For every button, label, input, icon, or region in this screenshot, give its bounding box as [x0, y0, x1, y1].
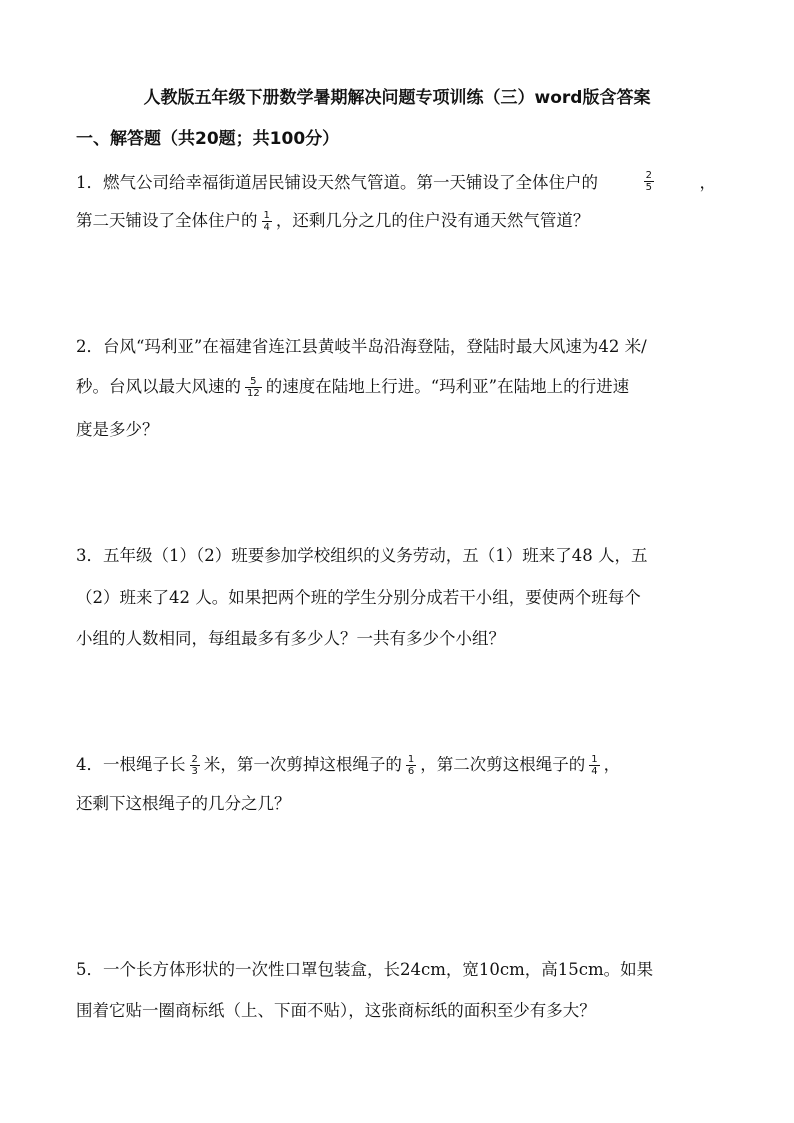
fraction-2-3: $\frac{2}{3}$ [191, 754, 198, 777]
question-2-line-3 [76, 417, 716, 443]
q4-text-e: 还剩下这根绳子的几分之几？ [76, 794, 291, 813]
q1-text-a: 1．燃气公司给幸福街道居民铺设天然气管道。第一天铺设了全体住户的 [76, 173, 598, 192]
q1-text-d: ，还剩几分之几的住户没有通天然气管道？ [275, 211, 590, 230]
question-1-line-2 [76, 208, 716, 234]
q2-text-a: 2．台风“玛利亚”在福建省连江县黄岐半岛沿海登陆，登陆时最大风速为42 米/ [76, 337, 647, 356]
question-5-line-1 [76, 957, 716, 983]
question-4-line-1 [76, 752, 716, 778]
q4-text-a: 4．一根绳子长 [76, 755, 186, 774]
q5-text-a: 5．一个长方体形状的一次性口罩包装盒，长24cm，宽10cm，高15cm。如果 [76, 960, 654, 979]
q3-text-c: 小组的人数相同，每组最多有多少人？一共有多少个小组？ [76, 629, 505, 648]
q1-text-c: 第二天铺设了全体住户的 [76, 211, 258, 230]
q2-text-c: 的速度在陆地上行进。“玛利亚”在陆地上的行进速 [265, 377, 630, 396]
q3-text-a: 3．五年级（1）（2）班要参加学校组织的义务劳动，五（1）班来了48 人，五 [76, 546, 648, 565]
question-3-line-3 [76, 626, 716, 652]
q2-text-d: 度是多少？ [76, 420, 159, 439]
question-2-line-2 [76, 374, 716, 400]
question-3-line-1 [76, 543, 716, 569]
question-1-line-1 [76, 170, 716, 196]
fraction-1-6: $\frac{1}{6}$ [407, 754, 415, 777]
q3-text-b: （2）班来了42 人。如果把两个班的学生分别分成若干小组，要使两个班每个 [76, 588, 641, 607]
section-heading: 一、解答题（共20题；共100分） [76, 129, 340, 149]
q4-text-c: ，第二次剪这根绳子的 [420, 755, 586, 774]
q4-text-b: 米，第一次剪掉这根绳子的 [203, 755, 402, 774]
fraction-2-5: $\frac{2}{5}$ [645, 170, 652, 193]
document-title: 人教版五年级下册数学暑期解决问题专项训练（三）word版含答案 [143, 88, 651, 108]
question-5-line-2 [76, 998, 716, 1024]
q4-text-d: ， [603, 755, 621, 774]
question-4-line-2 [76, 791, 716, 817]
q1-text-b: ， [699, 173, 716, 192]
fraction-5-12: $\frac{5}{12}$ [247, 376, 260, 399]
question-2-line-1 [76, 334, 716, 360]
fraction-1-4: $\frac{1}{4}$ [263, 210, 270, 233]
q5-text-b: 围着它贴一圈商标纸（上、下面不贴），这张商标纸的面积至少有多大？ [76, 1001, 596, 1020]
q2-text-b: 秒。台风以最大风速的 [76, 377, 241, 396]
question-3-line-2 [76, 585, 716, 611]
fraction-1-4: $\frac{1}{4}$ [591, 754, 598, 777]
